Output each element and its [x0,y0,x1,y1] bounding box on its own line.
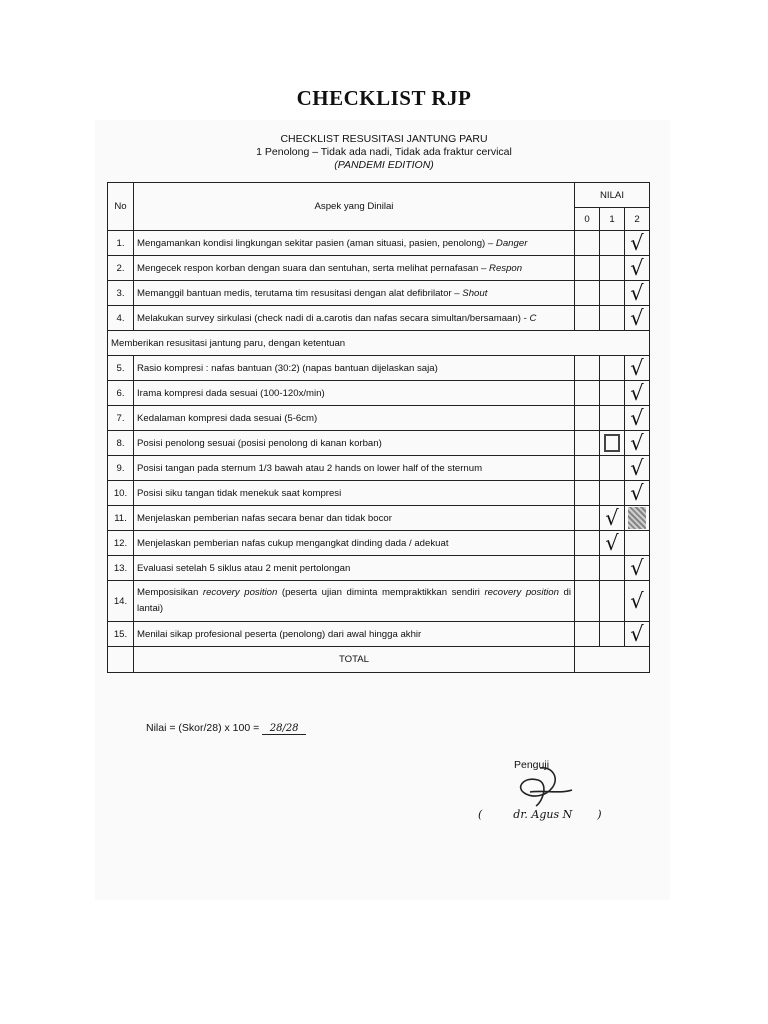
check-mark-icon: √ [630,356,644,380]
score-0-cell[interactable] [574,456,599,481]
section-label: Memberikan resusitasi jantung paru, dengan ketentuan [108,331,650,356]
score-1-cell[interactable] [599,622,624,647]
check-mark-icon: √ [630,431,644,455]
score-0-cell[interactable] [574,581,599,622]
open-paren: ( [478,808,483,821]
score-0-cell[interactable] [574,556,599,581]
check-mark-icon: √ [630,456,644,480]
table-row [108,356,650,381]
examiner-label: Penguji [514,759,550,771]
table-row [108,581,650,622]
row-aspect: Posisi tangan pada sternum 1/3 bawah atau 2 hands on lower half of the sternum [134,456,575,481]
score-2-cell[interactable] [624,531,649,556]
table-row [108,556,650,581]
score-1-cell[interactable] [599,481,624,506]
table-row [108,456,650,481]
row-aspect: Menjelaskan pemberian nafas secara benar dan tidak bocor [134,506,575,531]
form-subtitle: 1 Penolong – Tidak ada nadi, Tidak ada fraktur cervical [256,146,512,158]
table-row [108,381,650,406]
examiner-name-line [478,808,602,821]
scribble-mark [628,507,646,529]
row-number: 12. [108,531,134,556]
row-aspect: Posisi penolong sesuai (posisi penolong di kanan korban) [134,431,575,456]
score-2-cell[interactable] [624,506,649,531]
row-number: 5. [108,356,134,381]
table-row [108,281,650,306]
row-number: 1. [108,231,134,256]
section-row [108,331,650,356]
table-row [108,306,650,331]
checklist-table [107,182,650,673]
table-row [108,431,650,456]
row-number: 4. [108,306,134,331]
score-1-cell[interactable] [599,381,624,406]
check-mark-icon: √ [630,622,644,646]
check-mark-icon: √ [630,231,644,255]
check-mark-icon: √ [630,556,644,580]
score-0-cell[interactable] [574,622,599,647]
row-number: 9. [108,456,134,481]
total-row [108,647,650,673]
header-nilai: NILAI [574,183,649,208]
row-number: 11. [108,506,134,531]
row-aspect: Menilai sikap profesional peserta (penolong) dari awal hingga akhir [134,622,575,647]
row-aspect: Menjelaskan pemberian nafas cukup mengangkat dinding dada / adekuat [134,531,575,556]
score-2-cell[interactable] [624,481,649,506]
table-row [108,506,650,531]
score-0-cell[interactable] [574,481,599,506]
score-0-cell[interactable] [574,381,599,406]
score-1-cell[interactable] [599,456,624,481]
score-1-cell[interactable] [599,556,624,581]
score-0-cell[interactable] [574,431,599,456]
page-title: CHECKLIST RJP [296,86,472,110]
total-value-cell[interactable] [574,647,649,673]
score-2-cell[interactable] [624,456,649,481]
header-score-0: 0 [574,208,599,231]
row-number: 14. [108,581,134,622]
table-row [108,231,650,256]
header-no: No [108,183,134,231]
score-1-cell[interactable] [599,531,624,556]
row-number: 3. [108,281,134,306]
score-0-cell[interactable] [574,406,599,431]
score-0-cell[interactable] [574,281,599,306]
row-number: 15. [108,622,134,647]
score-1-cell[interactable] [599,306,624,331]
row-number: 7. [108,406,134,431]
row-number: 10. [108,481,134,506]
row-number: 13. [108,556,134,581]
table-row [108,531,650,556]
score-0-cell[interactable] [574,306,599,331]
erased-mark [604,434,620,452]
score-2-cell[interactable] [624,281,649,306]
row-number: 2. [108,256,134,281]
score-formula-text: Nilai = (Skor/28) x 100 = [146,722,263,734]
check-mark-icon: √ [630,381,644,405]
row-aspect: Kedalaman kompresi dada sesuai (5-6cm) [134,406,575,431]
total-label: TOTAL [134,647,575,673]
row-aspect: Mengecek respon korban dengan suara dan sentuhan, serta melihat pernafasan – Respon [134,256,575,281]
header-score-2: 2 [624,208,649,231]
header-score-1: 1 [599,208,624,231]
score-1-cell[interactable] [599,281,624,306]
form-edition: (PANDEMI EDITION) [334,159,434,171]
table-row [108,481,650,506]
check-mark-icon: √ [630,481,644,505]
score-1-cell[interactable] [599,406,624,431]
row-aspect: Memposisikan recovery position (peserta ujian diminta mempraktikkan sendiri recovery position di lantai) [134,581,575,622]
score-2-cell[interactable] [624,556,649,581]
row-number: 8. [108,431,134,456]
check-mark-icon: √ [605,531,619,555]
row-aspect: Irama kompresi dada sesuai (100-120x/min) [134,381,575,406]
score-formula [146,722,306,735]
row-aspect: Evaluasi setelah 5 siklus atau 2 menit pertolongan [134,556,575,581]
score-1-cell[interactable] [599,431,624,456]
table-row [108,406,650,431]
row-aspect: Rasio kompresi : nafas bantuan (30:2) (napas bantuan dijelaskan saja) [134,356,575,381]
score-1-cell[interactable] [599,506,624,531]
row-aspect: Posisi siku tangan tidak menekuk saat kompresi [134,481,575,506]
score-2-cell[interactable] [624,581,649,622]
row-aspect: Memanggil bantuan medis, terutama tim resusitasi dengan alat defibrilator – Shout [134,281,575,306]
score-2-cell[interactable] [624,622,649,647]
row-number: 6. [108,381,134,406]
form-title: CHECKLIST RESUSITASI JANTUNG PARU [280,133,488,145]
score-0-cell[interactable] [574,506,599,531]
score-2-cell[interactable] [624,406,649,431]
score-1-cell[interactable] [599,231,624,256]
table-row [108,622,650,647]
check-mark-icon: √ [630,281,644,305]
score-0-cell[interactable] [574,356,599,381]
check-mark-icon: √ [630,406,644,430]
score-1-cell[interactable] [599,256,624,281]
score-value[interactable]: 28/28 [262,723,306,735]
score-2-cell[interactable] [624,381,649,406]
score-0-cell[interactable] [574,231,599,256]
header-aspect: Aspek yang Dinilai [134,183,575,231]
score-2-cell[interactable] [624,356,649,381]
score-1-cell[interactable] [599,581,624,622]
table-row [108,256,650,281]
score-2-cell[interactable] [624,306,649,331]
check-mark-icon: √ [630,256,644,280]
score-0-cell[interactable] [574,531,599,556]
check-mark-icon: √ [605,506,619,530]
close-paren: ) [597,808,602,821]
score-2-cell[interactable] [624,431,649,456]
score-2-cell[interactable] [624,231,649,256]
check-mark-icon: √ [630,589,644,613]
score-2-cell[interactable] [624,256,649,281]
row-aspect: Melakukan survey sirkulasi (check nadi di a.carotis dan nafas secara simultan/bersamaan) - C [134,306,575,331]
examiner-signature [500,764,580,812]
score-1-cell[interactable] [599,356,624,381]
row-aspect: Mengamankan kondisi lingkungan sekitar pasien (aman situasi, pasien, penolong) – Danger [134,231,575,256]
check-mark-icon: √ [630,306,644,330]
score-0-cell[interactable] [574,256,599,281]
examiner-name: dr. Agus N [513,808,573,821]
